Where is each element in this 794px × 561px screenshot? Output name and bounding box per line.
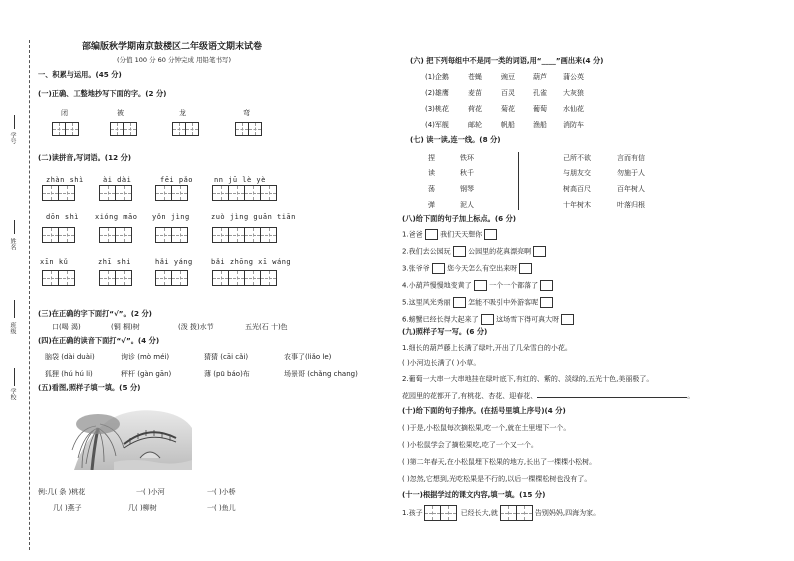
q6-row-3-2: 荷花 — [468, 105, 482, 113]
student-id-line — [14, 115, 15, 129]
q7-divider — [518, 152, 519, 210]
q6-row-2-1: (2)雄鹰 — [425, 89, 449, 97]
q7-mid-4: 泥人 — [460, 201, 474, 209]
q8-punct-box[interactable] — [561, 314, 574, 325]
q2-grid-3-2[interactable] — [99, 270, 132, 286]
q11-item-1c: 告别妈妈,四海为家。 — [534, 509, 601, 517]
q9-example-2: 2.葡萄一大串一大串地挂在绿叶底下,有红的、紫的、淡绿的,五光十色,美丽极了。 — [402, 375, 654, 383]
q5-item-2: 一( )小河 — [136, 488, 165, 496]
q1-char-4: 弯 — [243, 109, 250, 117]
q11-grid-2[interactable] — [500, 505, 533, 521]
q5-heading: (五)看图,照样子填一填。(5 分) — [38, 383, 141, 392]
q6-row-3-5: 水仙花 — [563, 105, 584, 113]
q4-item-4: 农事了(liǎo le) — [284, 353, 332, 361]
q4-heading: (四)在正确的读音下面打“√”。(4 分) — [38, 336, 160, 345]
q2-pinyin-3-2: zhī shi — [98, 258, 132, 266]
q1-char-1: 闭 — [61, 109, 68, 117]
q1-char-3: 龙 — [179, 109, 186, 117]
q7-right2-4: 叶落归根 — [617, 201, 645, 209]
q5-item-1: 例:几( 条 )桃花 — [38, 488, 86, 496]
q11-grid-1[interactable] — [424, 505, 457, 521]
sidebar-label-class: 班级 — [9, 322, 16, 334]
q8-punct-box[interactable] — [453, 246, 466, 257]
q10-heading: (十)给下面的句子排序。(在括号里填上序号)(4 分) — [402, 406, 566, 415]
q8-punct-box[interactable] — [425, 229, 438, 240]
q1-writing-grid-4[interactable] — [235, 122, 262, 136]
q7-right1-4: 十年树木 — [563, 201, 591, 209]
q3-item-3: (泼 拨)水节 — [178, 323, 214, 331]
q6-row-1-1: (1)企鹅 — [425, 73, 449, 81]
q6-row-3-3: 菊花 — [501, 105, 515, 113]
q6-row-1-3: 豌豆 — [501, 73, 515, 81]
q11-item-1 — [402, 505, 600, 521]
q8-item-3b: 您今天怎么有空出来呀 — [447, 264, 518, 273]
q2-grid-1-4[interactable] — [212, 185, 277, 201]
q2-grid-2-2[interactable] — [99, 227, 132, 243]
q7-mid-2: 秋千 — [460, 169, 474, 177]
q2-pinyin-2-4: zuò jìng guān tiān — [211, 213, 296, 221]
q2-grid-1-3[interactable] — [155, 185, 188, 201]
q10-item-3[interactable]: ( )第二年春天,在小松鼠埋下松果的地方,长出了一棵棵小松树。 — [402, 458, 597, 466]
q2-pinyin-1-4: nn jū lè yè — [214, 176, 266, 184]
q3-item-4: 五光(石 十)色 — [245, 323, 288, 331]
q2-grid-2-3[interactable] — [155, 227, 188, 243]
landscape-illustration — [64, 398, 194, 470]
q1-writing-grid-1[interactable] — [52, 122, 79, 136]
q6-row-4-1: (4)军舰 — [425, 121, 449, 129]
q6-row-1-4: 葫芦 — [533, 73, 547, 81]
q8-line-5 — [402, 297, 553, 308]
q2-pinyin-3-3: hǎi yáng — [155, 258, 193, 266]
q7-heading: (七) 读一读,连一线。(8 分) — [410, 135, 501, 144]
part1-heading: 一、积累与运用。(45 分) — [38, 70, 122, 79]
q11-item-1a: 1.孩子 — [402, 509, 423, 517]
q6-row-2-2: 麦苗 — [468, 89, 482, 97]
q8-line-3 — [402, 263, 532, 274]
q7-left-2: 读 — [428, 169, 435, 177]
q8-item-4a: 4.小葫芦慢慢地变黄了 — [402, 281, 472, 290]
q4-item-3: 猜猜 (cāi cǎi) — [204, 353, 249, 361]
q10-item-2[interactable]: ( )小松鼠学会了摘松果吃,吃了一个又一个。 — [402, 441, 538, 449]
q11-item-1b: 已经长大,就 — [460, 509, 498, 517]
q2-grid-3-4[interactable] — [212, 270, 277, 286]
q7-right2-2: 勿施于人 — [617, 169, 645, 177]
q11-heading: (十一)根据学过的课文内容,填一填。(15 分) — [402, 490, 546, 499]
q2-grid-2-1[interactable] — [42, 227, 75, 243]
q7-mid-3: 钢琴 — [460, 185, 474, 193]
q8-line-1 — [402, 229, 497, 240]
q9-answer-1[interactable]: ( )小河边长满了( )小草。 — [402, 359, 481, 367]
q4-item-8: 场景哥 (chǎng chang) — [284, 370, 358, 378]
q4-item-1: 脑袋 (dài duài) — [45, 353, 95, 361]
q1-heading: (一)正确、工整地抄写下面的字。(2 分) — [38, 89, 167, 98]
q2-grid-3-1[interactable] — [42, 270, 75, 286]
q5-item-4: 几( )燕子 — [53, 504, 82, 512]
sidebar-label-student-id: 学号 — [9, 132, 16, 144]
q2-pinyin-2-3: yǒn jìng — [152, 213, 190, 221]
q6-row-4-5: 消防车 — [563, 121, 584, 129]
q9-example-1: 1.细长的葫芦藤上长满了绿叶,开出了几朵雪白的小花。 — [402, 344, 572, 352]
q6-heading: (六) 把下列每组中不是同一类的词语,用“____”画出来(4 分) — [410, 56, 604, 65]
q7-right1-3: 树高百尺 — [563, 185, 591, 193]
q7-right1-2: 与朋友交 — [563, 169, 591, 177]
q4-item-2: 询诊 (mò méi) — [121, 353, 170, 361]
q8-item-2b: 公园里的花真漂亮啊 — [468, 247, 532, 256]
q2-grid-2-4[interactable] — [212, 227, 277, 243]
q8-item-1a: 1.爸爸 — [402, 230, 423, 239]
q8-punct-box[interactable] — [519, 263, 532, 274]
q8-punct-box[interactable] — [484, 229, 497, 240]
q5-item-3: 一( )小桥 — [207, 488, 236, 496]
q2-pinyin-1-1: zhàn shì — [46, 176, 84, 184]
q8-punct-box[interactable] — [533, 246, 546, 257]
q6-row-4-3: 帆船 — [501, 121, 515, 129]
q7-right1-1: 己所不欲 — [563, 154, 591, 162]
q6-row-2-3: 百灵 — [501, 89, 515, 97]
q6-row-2-4: 孔雀 — [533, 89, 547, 97]
q8-item-6a: 6.螃蟹已经长得大起来了 — [402, 315, 479, 324]
q8-heading: (八)给下面的句子加上标点。(6 分) — [402, 214, 517, 223]
q7-left-3: 荡 — [428, 185, 435, 193]
q2-pinyin-2-1: dōn shì — [46, 213, 80, 221]
q5-item-6: 一( )鱼儿 — [207, 504, 236, 512]
q10-item-1[interactable]: ( )于是,小松鼠每次摘松果,吃一个,就在土里埋下一个。 — [402, 424, 571, 432]
q6-row-3-1: (3)桃花 — [425, 105, 449, 113]
q7-left-4: 弹 — [428, 201, 435, 209]
q8-line-4 — [402, 280, 553, 291]
q2-grid-3-3[interactable] — [155, 270, 188, 286]
q7-mid-1: 铁环 — [460, 154, 474, 162]
q8-punct-box[interactable] — [474, 280, 487, 291]
q10-item-4[interactable]: ( )忽然,它想到,光吃松果是不行的,以后一棵棵松树也没有了。 — [402, 475, 592, 483]
q2-pinyin-2-2: xióng māo — [95, 213, 138, 221]
q4-item-5: 狐狸 (hú hú li) — [45, 370, 93, 378]
q7-left-1: 捏 — [428, 154, 435, 162]
q3-heading: (三)在正确的字下面打“√”。(2 分) — [38, 309, 152, 318]
q8-punct-box[interactable] — [540, 297, 553, 308]
q5-item-5: 几( )柳树 — [128, 504, 157, 512]
q8-item-3a: 3.张爷爷 — [402, 264, 430, 273]
q9-heading: (九)照样子写一写。(6 分) — [402, 327, 488, 336]
q2-pinyin-1-2: ài dài — [103, 176, 132, 184]
q1-char-2: 被 — [117, 109, 124, 117]
q8-line-2 — [402, 246, 546, 257]
q8-item-5b: 怎能不吸引中外游客呢 — [468, 298, 539, 307]
q2-pinyin-3-4: bǎi zhōng xī wáng — [211, 258, 292, 266]
q7-right2-1: 言而有信 — [617, 154, 645, 162]
q8-punct-box[interactable] — [453, 297, 466, 308]
q8-item-5a: 5.这里风光秀丽 — [402, 298, 451, 307]
page-title: 部编版秋学期南京鼓楼区二年级语文期末试卷 — [82, 42, 263, 52]
q6-row-3-4: 葡萄 — [533, 105, 547, 113]
sidebar-label-name: 姓名 — [9, 238, 16, 250]
q8-punct-box[interactable] — [432, 263, 445, 274]
binding-line — [29, 40, 30, 550]
sidebar-label-school: 学校 — [9, 388, 16, 400]
q2-grid-1-2[interactable] — [99, 185, 132, 201]
q8-item-4b: 一个一个都落了 — [489, 281, 539, 290]
q8-item-1b: 我们天天想你 — [440, 230, 483, 239]
q3-item-2: (铜 桐)树 — [111, 323, 140, 331]
q1-writing-grid-3[interactable] — [172, 122, 199, 136]
class-line — [14, 300, 15, 318]
q2-pinyin-3-1: xīn kǔ — [40, 258, 69, 266]
q4-item-6: 秤杆 (gàn gān) — [121, 370, 172, 378]
q6-row-1-2: 苍蝇 — [468, 73, 482, 81]
school-line — [14, 368, 15, 386]
page-subtitle: (分值 100 分 60 分钟完成 用铅笔书写) — [117, 56, 232, 64]
q9-answer-2[interactable]: 花园里的花都开了,有桃花、杏花、迎春花、 。 — [402, 392, 695, 400]
q6-row-2-5: 大灰狼 — [563, 89, 584, 97]
q2-heading: (二)读拼音,写词语。(12 分) — [38, 153, 132, 162]
q2-grid-1-1[interactable] — [42, 185, 75, 201]
q7-right2-3: 百年树人 — [617, 185, 645, 193]
name-line — [14, 220, 15, 234]
q8-punct-box[interactable] — [481, 314, 494, 325]
q6-row-4-4: 渔船 — [533, 121, 547, 129]
q9-answer-2-blank[interactable] — [537, 390, 687, 398]
q8-item-2a: 2.我们去公园玩 — [402, 247, 451, 256]
q9-answer-2-text: 花园里的花都开了,有桃花、杏花、迎春花、 — [402, 392, 538, 400]
q3-item-1: 口(喝 渴) — [52, 323, 81, 331]
q8-item-6b: 这场雪下得可真大呀 — [496, 315, 560, 324]
q1-writing-grid-2[interactable] — [110, 122, 137, 136]
q2-pinyin-1-3: fēi pǎo — [160, 176, 194, 184]
q8-line-6 — [402, 314, 574, 325]
q4-item-7: 薄 (pū báo)布 — [204, 370, 250, 378]
q6-row-1-5: 蒲公英 — [563, 73, 584, 81]
q8-punct-box[interactable] — [540, 280, 553, 291]
q6-row-4-2: 邮轮 — [468, 121, 482, 129]
